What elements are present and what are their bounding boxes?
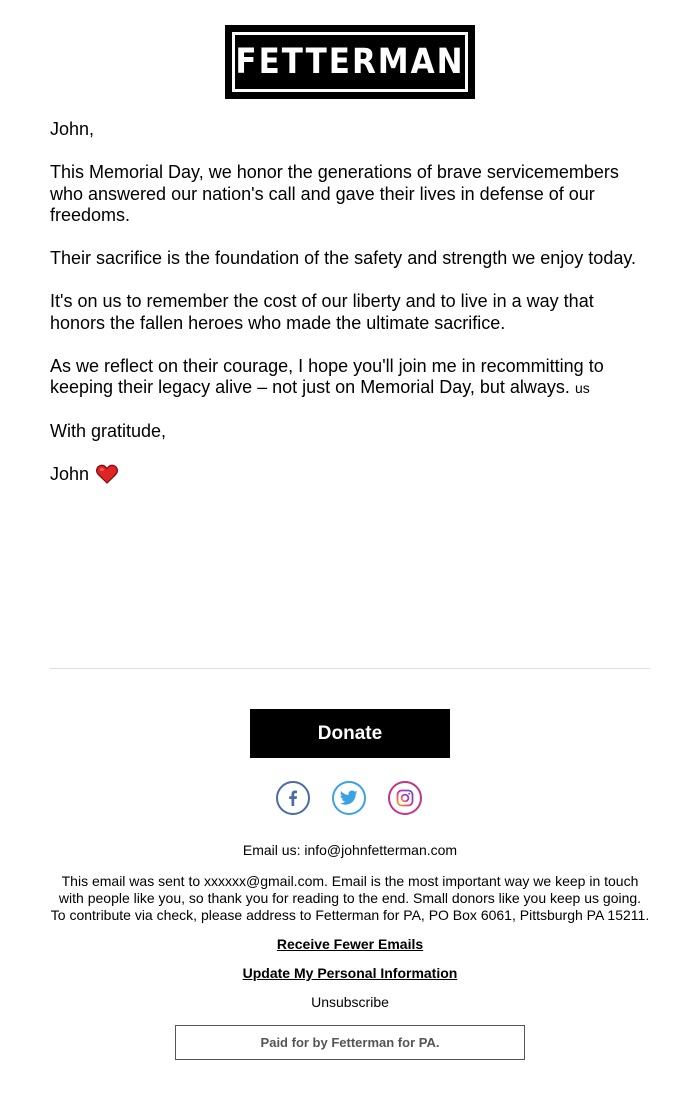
letter-paragraph: Their sacrifice is the foundation of the safety and strength we enjoy today. bbox=[50, 248, 637, 268]
fetterman-logo bbox=[225, 25, 475, 99]
disclaimer-line: with people like you, so thank you for reading to the end. Small donors like you keep us going. bbox=[58, 890, 642, 906]
disclaimer-line: This email was sent to xxxxxx@gmail.com. Email is the most important way we keep in touch bbox=[61, 873, 639, 889]
letter-paragraph-text: As we reflect on their courage, I hope you'll join me in recommitting to keeping their legacy alive – not just on Memorial Day, but always. bbox=[50, 355, 604, 397]
paid-for-disclaimer: Paid for by Fetterman for PA. bbox=[175, 1025, 525, 1060]
twitter-icon[interactable] bbox=[332, 781, 366, 815]
receive-fewer-emails-link[interactable]: Receive Fewer Emails bbox=[276, 936, 424, 952]
letter-paragraph: This Memorial Day, we honor the generations of brave servicemembers who answered our nation's call and gave their lives in defense of our freedoms. bbox=[50, 162, 619, 225]
logo-frame bbox=[232, 32, 468, 92]
disclaimer-text bbox=[40, 873, 660, 924]
logo-text: FETTERMAN bbox=[235, 41, 465, 82]
update-personal-info-link[interactable]: Update My Personal Information bbox=[242, 965, 458, 981]
letter-greeting: John, bbox=[50, 119, 95, 139]
donate-button[interactable]: Donate bbox=[250, 709, 450, 758]
instagram-icon[interactable] bbox=[388, 781, 422, 815]
footer-divider bbox=[50, 668, 650, 669]
letter-signature-line bbox=[50, 464, 650, 490]
red-heart-icon bbox=[96, 464, 118, 490]
disclaimer-line: To contribute via check, please address to Fetterman for PA, PO Box 6061, Pittsburgh PA 15211. bbox=[50, 907, 650, 923]
us-flag-text: us bbox=[574, 380, 590, 396]
letter-closing: With gratitude, bbox=[50, 421, 167, 441]
unsubscribe-link[interactable]: Unsubscribe bbox=[311, 994, 389, 1010]
letter-signature: John bbox=[50, 464, 90, 484]
social-links bbox=[275, 781, 425, 819]
letter-body bbox=[50, 119, 650, 511]
email-us-text: Email us: info@johnfetterman.com bbox=[242, 842, 458, 858]
letter-paragraph-last bbox=[50, 356, 650, 400]
facebook-icon[interactable] bbox=[276, 781, 310, 815]
letter-paragraph: It's on us to remember the cost of our liberty and to live in a way that honors the fallen heroes who made the ultimate sacrifice. bbox=[50, 291, 594, 333]
